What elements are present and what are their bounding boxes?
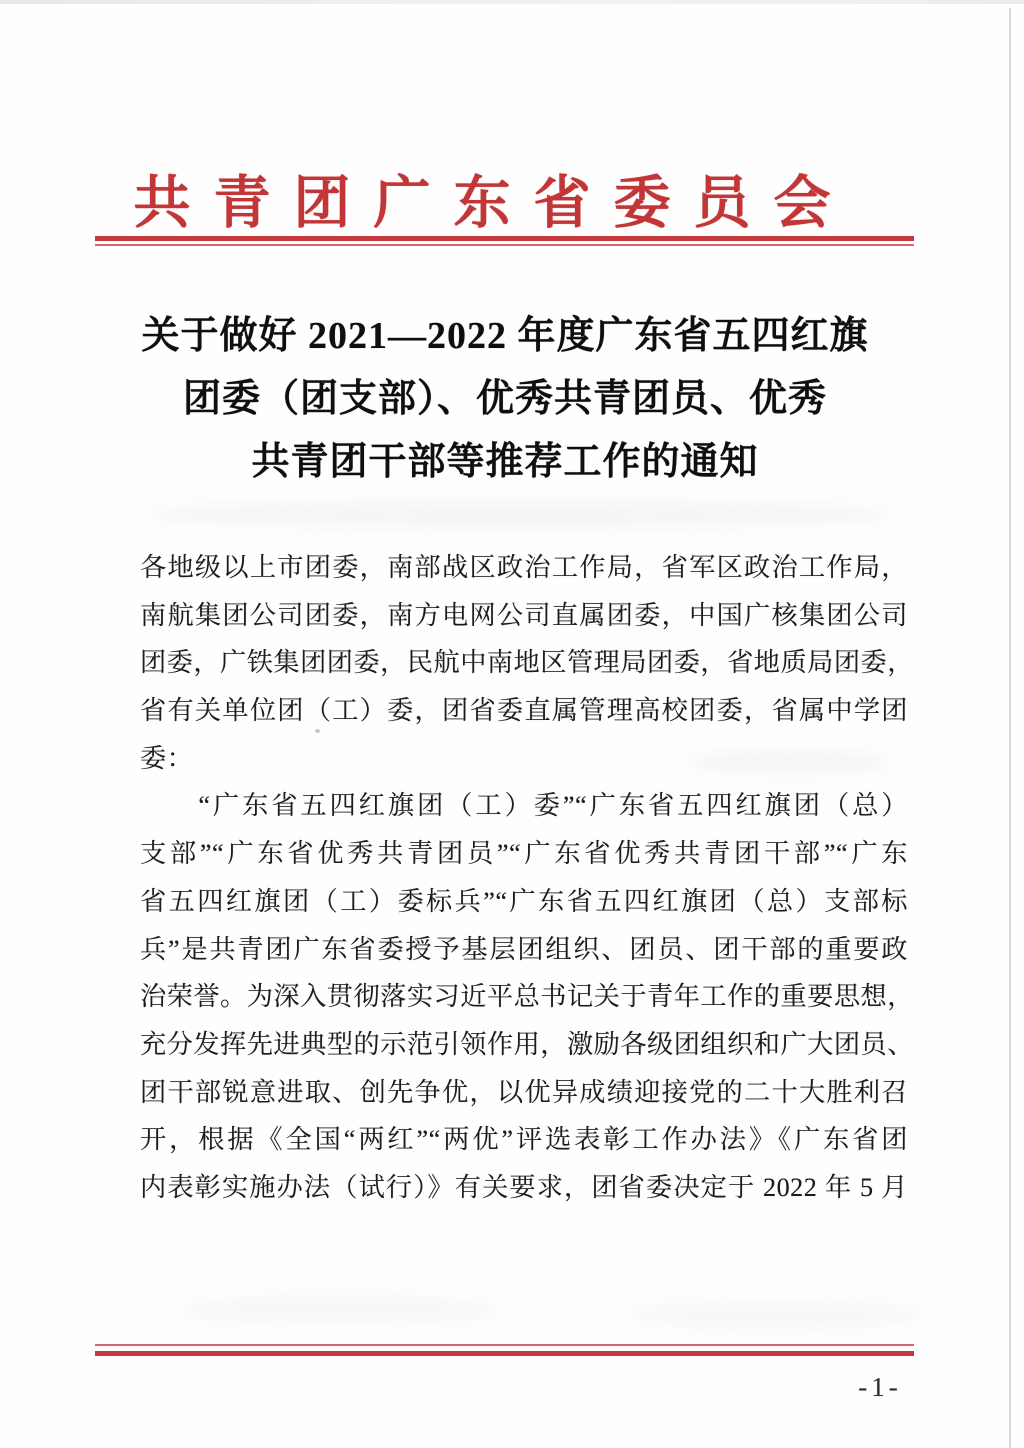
body-line: 开，根据《全国“两红”“两优”评选表彰工作办法》《广东省团 bbox=[140, 1125, 908, 1155]
body-line: 治荣誉。为深入贯彻落实习近平总书记关于青年工作的重要思想， bbox=[140, 982, 914, 1012]
body-line: 省五四红旗团（工）委标兵”“广东省五四红旗团（总）支部标 bbox=[140, 886, 908, 916]
body-line: 省有关单位团（工）委，团省委直属管理高校团委，省属中学团 bbox=[140, 696, 908, 726]
notice-title-line: 关于做好 2021—2022 年度广东省五四红旗 bbox=[141, 315, 869, 357]
body-line: 内表彰实施办法（试行）》有关要求，团省委决定于 2022 年 5 月 bbox=[140, 1172, 908, 1202]
letterhead-rule-thin bbox=[95, 244, 914, 246]
scan-artifact-smudge bbox=[150, 500, 890, 528]
notice-title bbox=[95, 305, 915, 494]
scan-top-edge bbox=[0, 0, 1024, 4]
scan-edge-line bbox=[1009, 8, 1011, 1448]
notice-body bbox=[140, 544, 914, 1212]
body-line: 支部”“广东省优秀共青团员”“广东省优秀共青团干部”“广东 bbox=[140, 839, 908, 869]
notice-title-line: 共青团干部等推荐工作的通知 bbox=[251, 441, 759, 483]
notice-title-line: 团委（团支部）、优秀共青团员、优秀 bbox=[182, 378, 827, 420]
footer-rule-thick bbox=[95, 1351, 914, 1356]
body-line: “广东省五四红旗团（工）委”“广东省五四红旗团（总） bbox=[140, 791, 908, 821]
body-line: 团委，广铁集团团委，民航中南地区管理局团委，省地质局团委， bbox=[140, 648, 914, 678]
body-line: 兵”是共青团广东省委授予基层团组织、团员、团干部的重要政 bbox=[140, 934, 908, 964]
body-line: 各地级以上市团委，南部战区政治工作局，省军区政治工作局， bbox=[140, 553, 908, 582]
body-line: 充分发挥先进典型的示范引领作用，激励各级团组织和广大团员、 bbox=[140, 1029, 914, 1059]
body-line: 委： bbox=[140, 743, 194, 773]
scan-artifact-smudge bbox=[180, 1295, 500, 1325]
letterhead-rule-thick bbox=[95, 236, 914, 241]
scan-artifact-smudge bbox=[630, 1300, 920, 1330]
body-line: 南航集团公司团委，南方电网公司直属团委，中国广核集团公司 bbox=[140, 600, 908, 630]
letterhead-org-name: 共青团广东省委员会 bbox=[133, 172, 854, 235]
footer-rule-thin bbox=[95, 1344, 914, 1346]
page-number: -1- bbox=[858, 1372, 902, 1402]
body-line: 团干部锐意进取、创先争优，以优异成绩迎接党的二十大胜利召 bbox=[140, 1077, 908, 1107]
